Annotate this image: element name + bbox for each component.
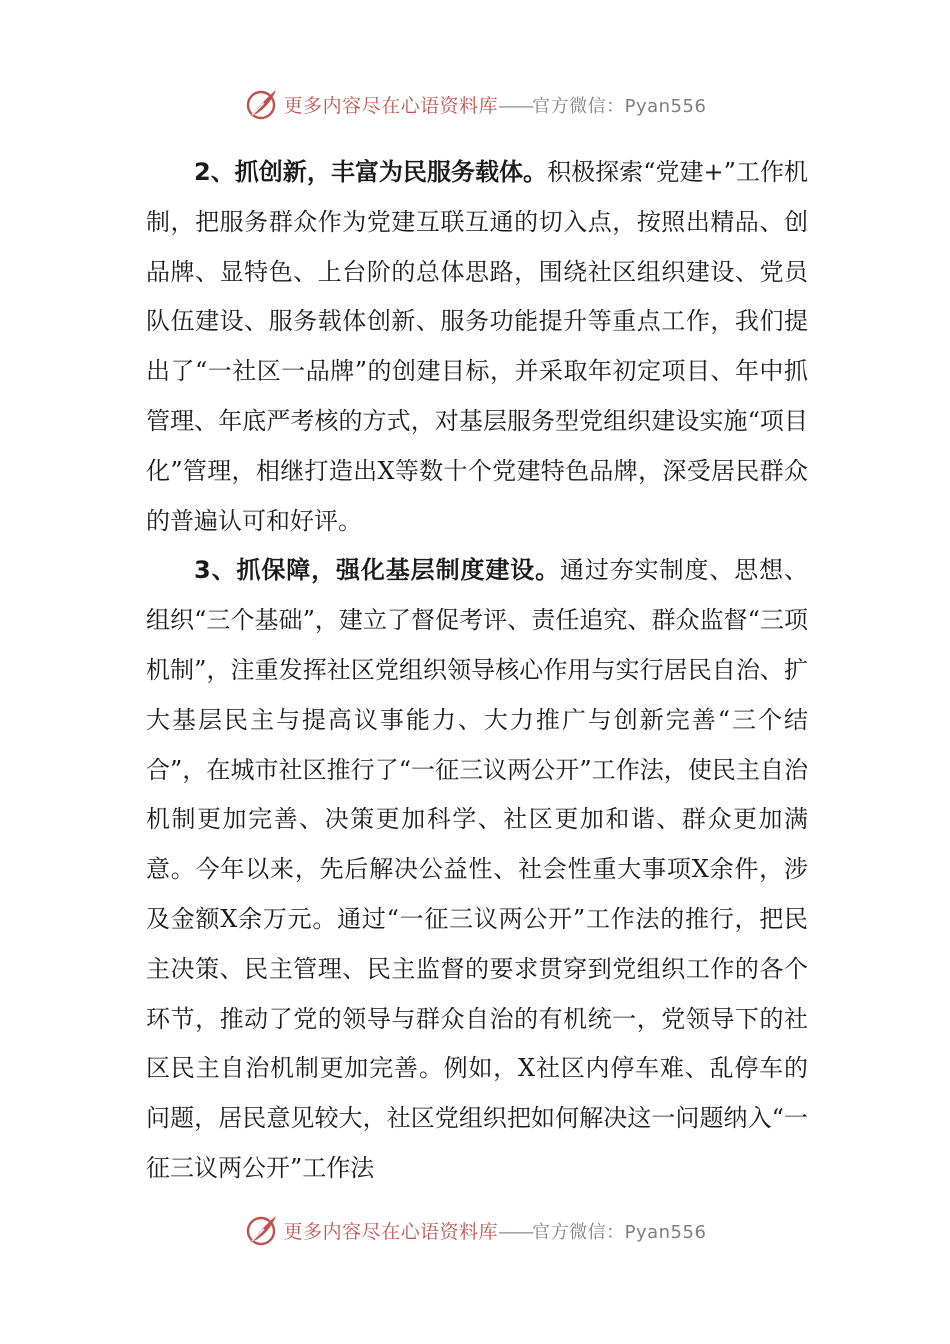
quill-logo-icon: [244, 86, 280, 122]
footer-banner: [0, 1210, 950, 1250]
paragraph-heading: 3、抓保障，强化基层制度建设。: [194, 556, 561, 585]
header-banner: [0, 84, 950, 124]
banner-dash: ——: [498, 1220, 533, 1243]
quill-logo-icon: [244, 1212, 280, 1248]
paragraph-body: 通过夯实制度、思想、组织“三个基础”，建立了督促考评、责任追究、群众监督“三项机制”，注重发挥社区党组织领导核心作用与实行居民自治、扩大基层民主与提高议事能力、大力推广与创新完善“三个结合”，在城市社区推行了“一征三议两公开”工作法，使民主自治机制更加完善、决策更加科学、社区更加和谐、群众更加满意。今年以来，先后解决公益性、社会性重大事项X余件，涉及金额X余万元。通过“一征三议两公开”工作法的推行，把民主决策、民主管理、民主监督的要求贯穿到党组织工作的各个环节，推动了党的领导与群众自治的有机统一，党领导下的社区民主自治机制更加完善。例如，X社区内停车难、乱停车的问题，居民意见较大，社区党组织把如何解决这一问题纳入“一征三议两公开”工作法: [146, 556, 809, 1182]
banner-text: [284, 1217, 707, 1244]
banner-site-name: 更多内容尽在心语资料库: [283, 94, 499, 117]
paragraph-innovation: [146, 148, 808, 546]
banner-dash: ——: [498, 94, 533, 117]
banner-site-name: 更多内容尽在心语资料库: [283, 1220, 499, 1243]
banner-text: [284, 91, 707, 118]
banner-wechat: 官方微信：Pyan556: [532, 95, 707, 117]
paragraph-heading: 2、抓创新，丰富为民服务载体。: [194, 158, 548, 186]
paragraph-guarantee: [146, 546, 808, 1193]
paragraph-body: 积极探索“党建+”工作机制，把服务群众作为党建互联互通的切入点，按照出精品、创品牌、显特色、上台阶的总体思路，围绕社区组织建设、党员队伍建设、服务载体创新、服务功能提升等重点工作，我们提出了“一社区一品牌”的创建目标，并采取年初定项目、年中抓管理、年底严考核的方式，对基层服务型党组织建设实施“项目化”管理，相继打造出X等数十个党建特色品牌，深受居民群众的普遍认可和好评。: [146, 158, 808, 535]
document-body: [146, 148, 808, 1194]
banner-wechat: 官方微信：Pyan556: [532, 1221, 707, 1243]
